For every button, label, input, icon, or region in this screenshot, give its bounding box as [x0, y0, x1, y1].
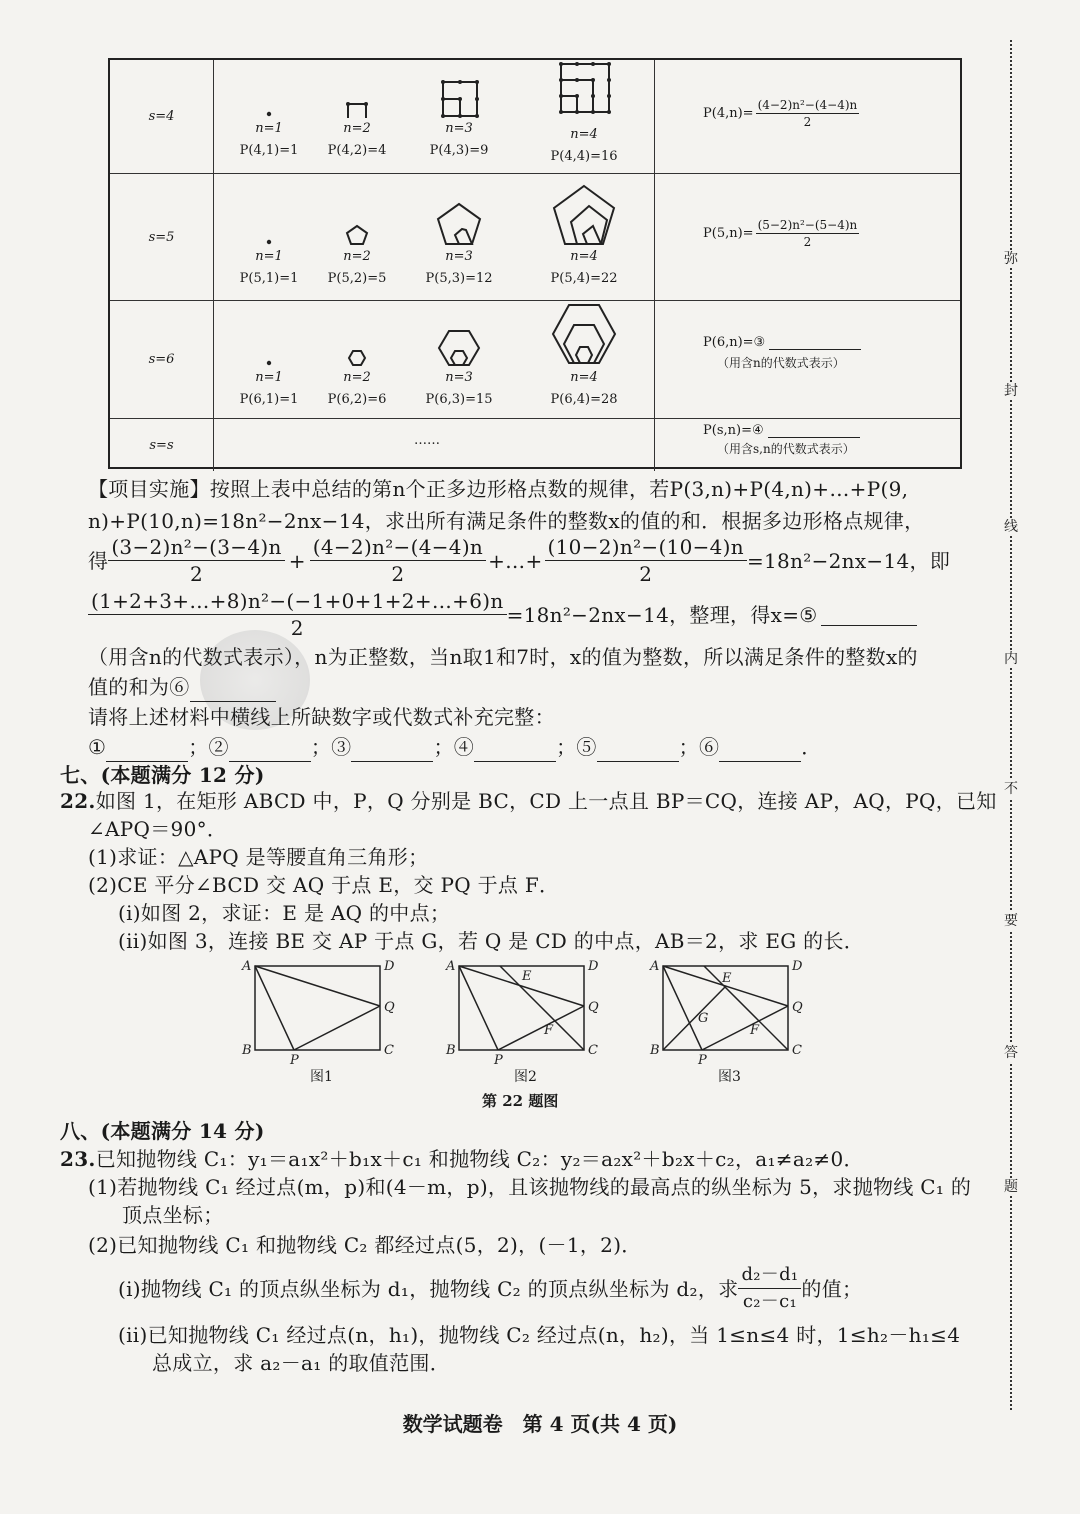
- section-title: 八、(本题满分 14 分): [60, 1119, 265, 1143]
- p-value: P(4,4)=16: [550, 149, 618, 164]
- binding-char: 不: [1004, 781, 1018, 797]
- point-label: A: [242, 959, 252, 974]
- question-23-part-1a: (1)若抛物线 C₁ 经过点(m，p)和(4－m，p)，且该抛物线的最高点的纵坐标为 5，求抛物线 C₁ 的: [88, 1175, 972, 1199]
- project-line-6: [88, 672, 276, 702]
- svg-text:B: B: [650, 1043, 660, 1058]
- lattice-figure: [554, 60, 614, 118]
- figures-cell: [214, 301, 655, 418]
- blank-label: ；⑤: [556, 735, 597, 759]
- question-22-part-1: (1)求证：△APQ 是等腰直角三角形；: [88, 845, 429, 869]
- figure-item: [224, 68, 314, 162]
- blank-label: ；③: [310, 735, 352, 759]
- geometry-figure-1: [236, 956, 406, 1064]
- project-line-1: 【项目实施】按照上表中总结的第n个正多边形格点数的规律，若P(3,n)+P(4,n)+…+P(9,: [88, 477, 909, 501]
- question-23-part-2i: [118, 1262, 862, 1315]
- svg-text:E: E: [522, 969, 532, 984]
- question-23-part-2ii-a: (ii)已知抛物线 C₁ 经过点(n，h₁)，抛物线 C₂ 经过点(n，h₂)，当 1≤n≤4 时，1≤h₂－h₁≤4: [118, 1323, 961, 1347]
- svg-text:A: A: [446, 959, 456, 974]
- binding-line: [1002, 40, 1020, 1410]
- project-line-5: （用含n的代数式表示），n为正整数，当n取1和7时，x的值为整数，所以满足条件的整数x的: [88, 645, 918, 669]
- binding-char: 要: [1004, 913, 1018, 929]
- figure-item: [534, 301, 634, 411]
- ellipsis: ……: [414, 433, 440, 448]
- formula-lhs: P(6,n)=③: [703, 335, 766, 350]
- figure-item: [534, 182, 634, 290]
- blank-label: ；⑥: [678, 735, 720, 759]
- figure-item: [414, 68, 504, 162]
- geometry-figure-3: [644, 956, 814, 1064]
- formula-cell: [655, 301, 960, 418]
- n-label: n=4: [570, 127, 598, 142]
- formula-note: （用含s,n的代数式表示）: [717, 442, 855, 456]
- point-label: B: [242, 1043, 252, 1058]
- formula: [703, 218, 859, 249]
- n-label: n=2: [343, 121, 371, 136]
- question-22-line-2: ∠APQ＝90°．: [88, 817, 228, 841]
- fraction: [310, 534, 486, 587]
- p-value: P(5,1)=1: [239, 271, 299, 286]
- answer-blank-4[interactable]: [768, 423, 860, 438]
- formula-fraction: [756, 98, 860, 129]
- text: 的值；: [801, 1276, 863, 1301]
- svg-text:E: E: [722, 971, 732, 986]
- formula-cell: [655, 174, 960, 300]
- p-value: P(5,4)=22: [550, 271, 618, 286]
- p-value: P(4,2)=4: [327, 143, 387, 158]
- project-line-4: [88, 588, 917, 641]
- dots: +…+: [488, 548, 543, 573]
- svg-text:G: G: [698, 1011, 709, 1026]
- p-value: P(5,3)=12: [425, 271, 493, 286]
- project-line-7: 请将上述材料中横线上所缺数字或代数式补充完整：: [88, 705, 555, 729]
- svg-text:P: P: [698, 1053, 707, 1064]
- svg-text:F: F: [750, 1023, 760, 1038]
- question-23-part-2: (2)已知抛物线 C₁ 和抛物线 C₂ 都经过点(5，2)，(－1，2)．: [88, 1233, 642, 1257]
- answer-blank-6[interactable]: [190, 679, 276, 702]
- denominator: 2: [290, 616, 304, 640]
- polygon-lattice-table: [108, 58, 962, 469]
- fraction: [738, 1262, 801, 1315]
- p-value: P(6,4)=28: [550, 392, 618, 407]
- question-number: 23.: [60, 1147, 96, 1171]
- period: ．: [801, 735, 822, 759]
- svg-text:F: F: [544, 1023, 554, 1038]
- p-value: P(6,1)=1: [239, 392, 299, 407]
- svg-text:P: P: [494, 1053, 503, 1064]
- figure-item: [224, 305, 314, 411]
- text: =18n²−2nx−14，整理，得x=⑤: [506, 602, 818, 627]
- fraction: [108, 534, 284, 587]
- p-value: P(6,3)=15: [425, 392, 493, 407]
- svg-text:Q: Q: [588, 1000, 599, 1015]
- point-label: D: [384, 959, 395, 974]
- question-22-line-1: [60, 786, 997, 816]
- lattice-figure: [549, 182, 619, 246]
- n-label: n=1: [255, 370, 283, 385]
- formula-cell: [655, 60, 960, 173]
- formula-numerator: (5−2)n²−(5−4)n: [757, 218, 858, 232]
- blank-label: ；④: [433, 735, 475, 759]
- p-value: P(6,2)=6: [327, 392, 387, 407]
- project-line-2: n)+P(10,n)=18n²−2nx−14，求出所有满足条件的整数x的值的和．根据多边形格点规律，: [88, 509, 925, 533]
- formula-lhs: P(4,n)=: [703, 106, 754, 121]
- figure-label: 图3: [718, 1069, 741, 1085]
- lattice-figure: [429, 68, 489, 118]
- table-row: [110, 173, 960, 300]
- formula: [703, 423, 860, 457]
- numerator: (4−2)n²−(4−4)n: [310, 534, 486, 561]
- point-label: Q: [384, 1000, 395, 1015]
- formula-denominator: 2: [803, 115, 812, 129]
- project-line-3: [88, 534, 950, 587]
- denominator: 2: [189, 562, 204, 586]
- p-value: P(5,2)=5: [327, 271, 387, 286]
- lattice-figure: [429, 305, 489, 367]
- formula: [703, 335, 861, 371]
- text: 已知抛物线 C₁：y₁＝a₁x²＋b₁x＋c₁ 和抛物线 C₂：y₂＝a₂x²＋b₂x＋c₂，a₁≠a₂≠0．: [95, 1147, 864, 1171]
- answer-blank[interactable]: [719, 739, 801, 762]
- formula-lhs: P(5,n)=: [703, 226, 754, 241]
- formula-numerator: (4−2)n²−(4−4)n: [757, 98, 858, 112]
- p-value: P(4,1)=1: [239, 143, 299, 158]
- s-label: s=4: [110, 60, 214, 173]
- svg-text:D: D: [588, 959, 599, 974]
- question-23-part-1b: 顶点坐标；: [122, 1203, 224, 1227]
- answer-blank-3[interactable]: [769, 335, 861, 350]
- figure-item: [414, 305, 504, 411]
- svg-text:C: C: [792, 1043, 802, 1058]
- figure-item: [534, 60, 634, 168]
- formula-cell: [655, 419, 960, 471]
- table-row: [110, 60, 960, 173]
- figure-item: [312, 305, 402, 411]
- n-label: n=4: [570, 370, 598, 385]
- formula-fraction: [756, 218, 860, 249]
- text: 值的和为⑥: [88, 675, 190, 699]
- lattice-figure: [327, 68, 387, 118]
- figure-item: [312, 186, 402, 290]
- numerator: (1+2+3+…+8)n²−(−1+0+1+2+…+6)n: [88, 588, 507, 615]
- question-22-part-2ii: (ii)如图 3，连接 BE 交 AP 于点 G，若 Q 是 CD 的中点，AB＝2，求 EG 的长．: [118, 929, 865, 953]
- n-label: n=2: [343, 249, 371, 264]
- figures-cell: [214, 174, 655, 300]
- p-value: P(4,3)=9: [429, 143, 489, 158]
- figure-label: 图1: [310, 1069, 333, 1085]
- n-label: n=3: [445, 121, 473, 136]
- answer-blank[interactable]: [597, 739, 679, 762]
- lattice-figure: [429, 186, 489, 246]
- figure-item: [224, 186, 314, 290]
- svg-text:C: C: [588, 1043, 598, 1058]
- binding-char: 题: [1004, 1179, 1018, 1195]
- blank-label: ；②: [188, 735, 229, 759]
- figure-item: [414, 186, 504, 290]
- blank-label: ①: [88, 735, 107, 759]
- binding-char: 封: [1004, 383, 1018, 399]
- answer-blank[interactable]: [229, 739, 311, 762]
- fraction: [88, 588, 507, 641]
- denominator: 2: [639, 562, 653, 586]
- numerator: (10−2)n²−(10−4)n: [545, 534, 747, 561]
- figure-caption: 第 22 题图: [482, 1092, 559, 1110]
- n-label: n=1: [255, 249, 283, 264]
- s-label: s=5: [110, 174, 214, 300]
- numerator: (3−2)n²−(3−4)n: [108, 534, 284, 561]
- lattice-figure: [327, 305, 387, 367]
- n-label: n=3: [445, 370, 473, 385]
- formula: [703, 98, 859, 129]
- figure-item: [312, 68, 402, 162]
- binding-char: 答: [1004, 1045, 1018, 1061]
- denominator: 2: [391, 562, 405, 586]
- text: =18n²−2nx−14，即: [746, 548, 951, 573]
- text: (i)抛物线 C₁ 的顶点纵坐标为 d₁，抛物线 C₂ 的顶点纵坐标为 d₂，求: [118, 1276, 739, 1301]
- fraction: [545, 534, 747, 587]
- question-22-part-2i: (i)如图 2，求证：E 是 AQ 的中点；: [118, 901, 451, 925]
- s-label: s=6: [110, 301, 214, 418]
- text: 如图 1，在矩形 ABCD 中，P，Q 分别是 BC，CD 上一点且 BP＝CQ，连接 AP，AQ，PQ，已知: [95, 789, 997, 813]
- point-label: C: [384, 1043, 394, 1058]
- question-number: 22.: [60, 789, 96, 813]
- figures-cell: [214, 60, 655, 173]
- section-title: 七、(本题满分 12 分): [60, 763, 265, 787]
- formula-lhs: P(s,n)=④: [703, 423, 764, 438]
- n-label: n=2: [343, 370, 371, 385]
- n-label: n=3: [445, 249, 473, 264]
- figures-cell: [214, 419, 655, 471]
- svg-text:B: B: [446, 1043, 456, 1058]
- answer-blank[interactable]: [474, 739, 556, 762]
- plus: +: [288, 548, 306, 573]
- question-22-part-2: (2)CE 平分∠BCD 交 AQ 于点 E，交 PQ 于点 F．: [88, 873, 560, 897]
- n-label: n=4: [570, 249, 598, 264]
- lattice-figure: [327, 186, 387, 246]
- formula-denominator: 2: [803, 235, 812, 249]
- figure-label: 图2: [514, 1069, 537, 1085]
- denominator: c₂－c₁: [742, 1291, 797, 1312]
- answer-blank[interactable]: [351, 739, 433, 762]
- geometry-figure-2: [440, 956, 610, 1064]
- svg-text:Q: Q: [792, 1000, 803, 1015]
- answer-blank[interactable]: [106, 739, 188, 762]
- binding-char: 弥: [1004, 251, 1018, 267]
- point-label: P: [290, 1053, 299, 1064]
- binding-char: 线: [1004, 519, 1018, 535]
- binding-char: 内: [1004, 651, 1018, 667]
- n-label: n=1: [255, 121, 283, 136]
- formula-note: （用含n的代数式表示）: [717, 356, 845, 370]
- answer-blanks-line: [88, 732, 822, 762]
- numerator: d₂－d₁: [738, 1262, 801, 1289]
- table-row: [110, 300, 960, 418]
- answer-blank-5[interactable]: [821, 603, 917, 626]
- lattice-figure: [239, 186, 299, 246]
- lattice-figure: [239, 68, 299, 118]
- dotted-line: [1010, 40, 1012, 1410]
- page-footer: 数学试题卷 第 4 页(共 4 页): [402, 1412, 678, 1436]
- svg-text:D: D: [792, 959, 803, 974]
- question-23-line-1: [60, 1144, 864, 1174]
- table-row: [110, 418, 960, 471]
- question-23-part-2ii-b: 总成立，求 a₂－a₁ 的取值范围．: [152, 1351, 450, 1375]
- svg-text:A: A: [650, 959, 660, 974]
- text: 得: [88, 548, 109, 573]
- lattice-figure: [239, 305, 299, 367]
- lattice-figure: [549, 301, 619, 367]
- s-label: s=s: [110, 419, 214, 471]
